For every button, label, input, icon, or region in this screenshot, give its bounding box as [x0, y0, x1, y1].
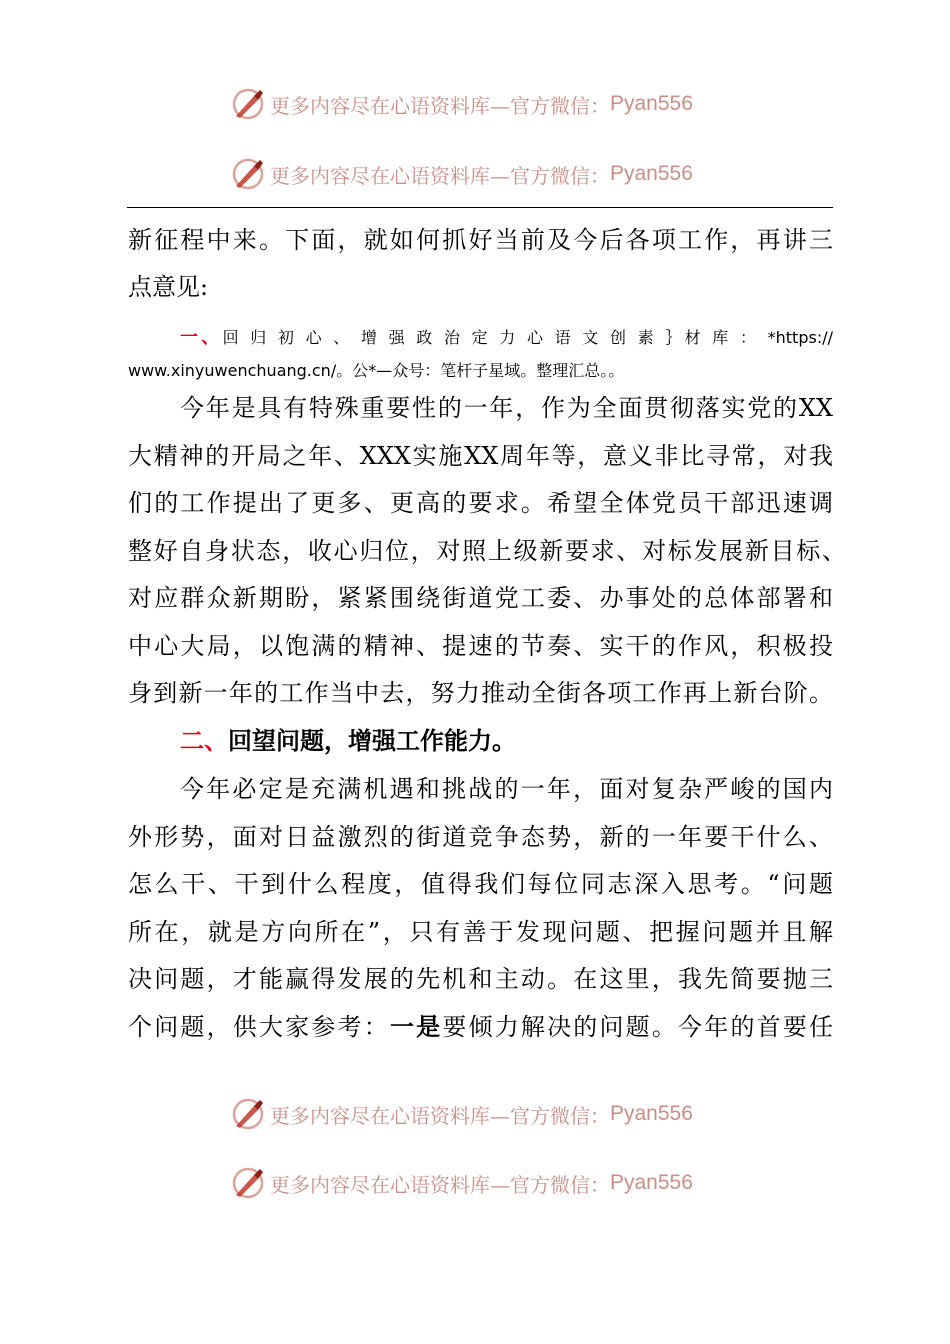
text-line: 今年必定是充满机遇和挑战的一年，面对复杂严峻的国内 — [180, 775, 833, 803]
text-line: 对应群众新期盼，紧紧围绕街道党工委、办事处的总体部署和 — [128, 584, 833, 612]
watermark-banner — [230, 1094, 693, 1134]
text-line: 所在，就是方向所在”，只有善于发现问题、把握问题并且解 — [128, 918, 833, 946]
text-line: 新征程中来。下面，就如何抓好当前及今后各项工作，再讲三 — [128, 226, 833, 254]
text-line: 今年是具有特殊重要性的一年，作为全面贯彻落实党的XX — [180, 394, 833, 422]
section-2-marker: 二、 — [180, 727, 228, 755]
watermark-banner — [230, 1163, 693, 1203]
banner-text: 更多内容尽在心语资料库—官方微信： — [270, 1172, 610, 1197]
banner-text: 更多内容尽在心语资料库—官方微信： — [270, 1103, 610, 1128]
pen-logo-icon — [230, 86, 266, 122]
text-line: 点意见: — [128, 273, 209, 301]
banner-wechat-id: Pyan556 — [610, 1171, 693, 1194]
section-1-heading — [180, 327, 833, 349]
pen-logo-icon — [230, 1096, 266, 1132]
text-line: 中心大局，以饱满的精神、提速的节奏、实干的作风，积极投 — [128, 632, 833, 660]
pen-logo-icon — [230, 1165, 266, 1201]
text-line: 外形势，面对日益激烈的街道竞争态势，新的一年要干什么、 — [128, 823, 833, 851]
text-line: 们的工作提出了更多、更高的要求。希望全体党员干部迅速调 — [128, 489, 833, 517]
text-line: 大精神的开局之年、XXX实施XX周年等，意义非比寻常，对我 — [128, 442, 833, 470]
text-line: 身到新一年的工作当中去，努力推动全街各项工作再上新台阶。 — [128, 679, 833, 707]
text-line: 决问题，才能赢得发展的先机和主动。在这里，我先简要抛三 — [128, 965, 833, 993]
banner-wechat-id: Pyan556 — [610, 1102, 693, 1125]
text-line — [128, 1012, 833, 1042]
section-1-marker: 一、 — [180, 327, 223, 348]
banner-wechat-id: Pyan556 — [610, 162, 693, 185]
section-1-text: 回 归 初 心 、 增 强 政 治 定 力 心 语 文 创 素 ｝材 库 ： *https:// — [222, 328, 833, 347]
banner-wechat-id: Pyan556 — [610, 92, 693, 115]
header-rule — [127, 207, 833, 208]
text-line: 怎么干、干到什么程度，值得我们每位同志深入思考。“问题 — [128, 870, 833, 898]
text-line: 整好自身状态，收心归位，对照上级新要求、对标发展新目标、 — [128, 537, 846, 565]
pen-logo-icon — [230, 156, 266, 192]
watermark-banner — [230, 154, 693, 194]
section-2-text: 回望问题，增强工作能力。 — [228, 727, 516, 755]
banner-text: 更多内容尽在心语资料库—官方微信： — [270, 163, 610, 188]
watermark-banner — [230, 84, 693, 124]
banner-text: 更多内容尽在心语资料库—官方微信： — [270, 93, 610, 118]
text-segment: 要倾力解决的问题。今年的首要任 — [442, 1013, 834, 1041]
section-2-heading — [180, 726, 516, 756]
text-segment: 个问题，供大家参考： — [128, 1013, 390, 1041]
section-1-continuation: www.xinyuwenchuang.cn/。公*—众号：笔杆子星域。整理汇总。。 — [128, 361, 625, 380]
emphasis-first: 一是 — [389, 1013, 443, 1041]
